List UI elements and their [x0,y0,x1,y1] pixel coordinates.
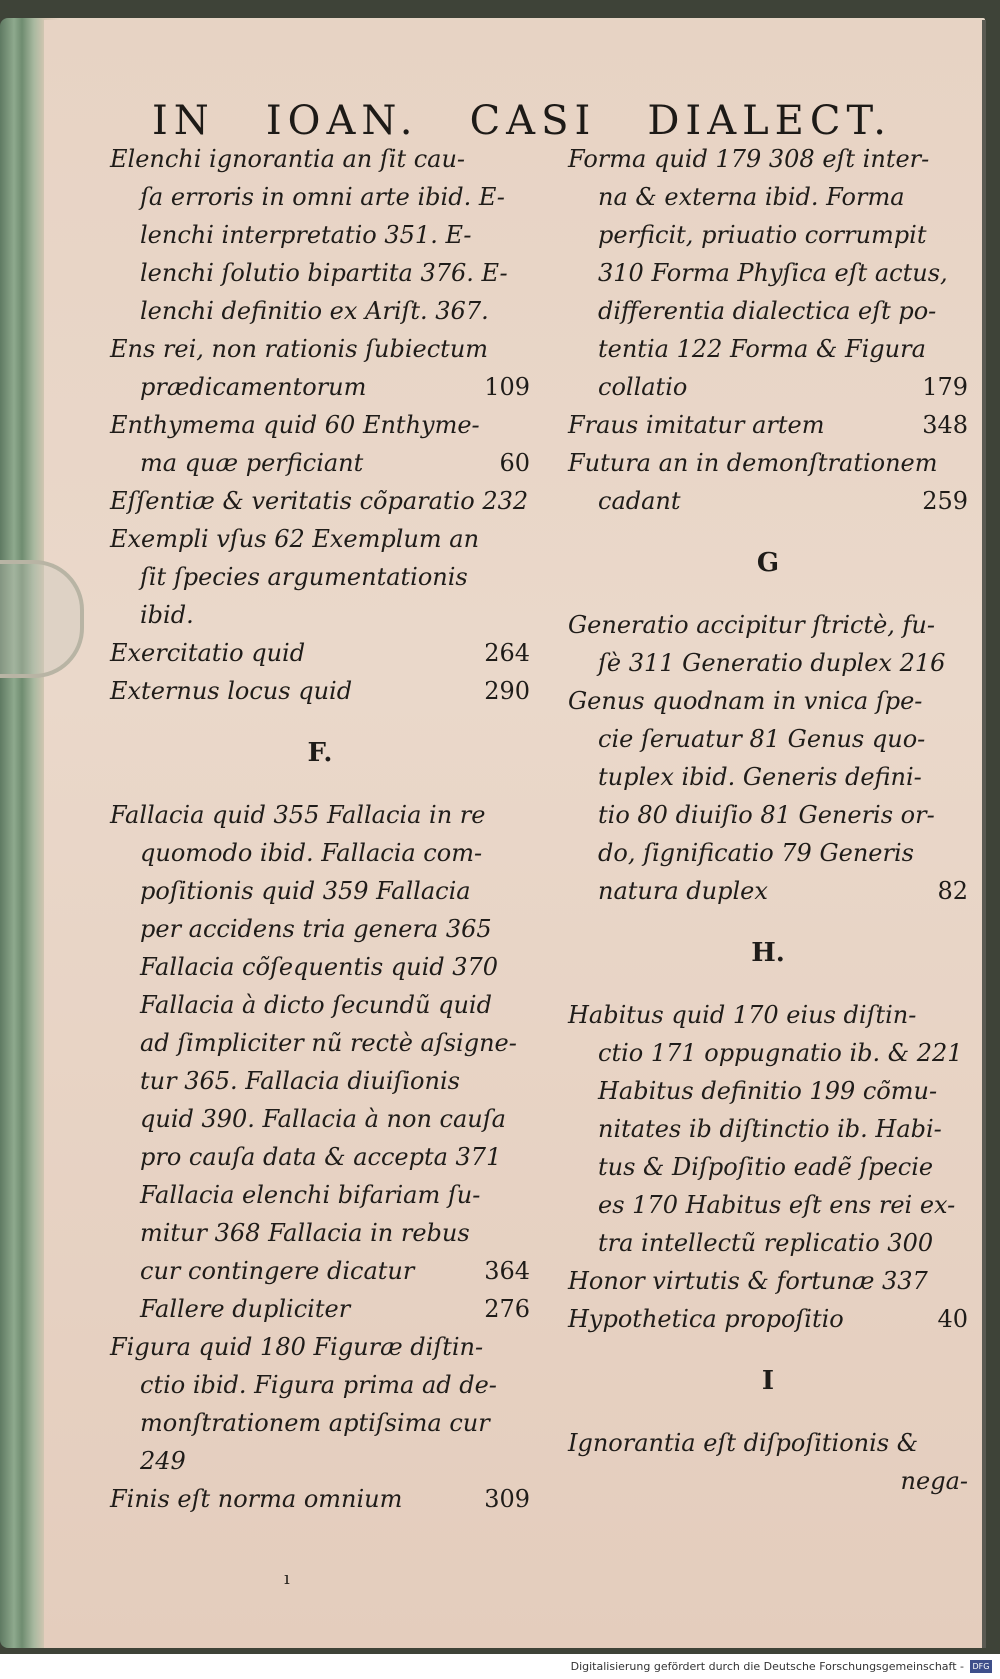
entry-continuation: per accidens tria genera 365 [140,915,492,943]
printer-mark: ı [284,1568,290,1589]
right-index-column [568,140,968,1500]
entry-line: Exempli vſus 62 Exemplum an [110,525,480,553]
entry-continuation: ibid. [140,601,194,629]
page-reference: 348 [922,411,968,439]
entry-continuation: Fallacia à dicto ſecundũ quid [140,991,492,1019]
section-letter: F. [307,738,333,768]
index-entry [110,1328,530,1480]
entry-continuation: pro cauſa data & accepta 371 [140,1143,502,1171]
index-entry [568,406,968,444]
index-entry [110,1480,530,1518]
page-reference: 264 [484,639,530,667]
entry-line: Forma quid 179 308 eſt inter- [568,145,930,173]
index-entry [568,140,968,406]
entry-continuation: lenchi ſolutio bipartita 376. E- [140,259,508,287]
entry-line: Elenchi ignorantia an ſit cau- [110,145,466,173]
entry-line: Ens rei, non rationis ſubiectum [110,335,489,363]
entry-continuation: differentia dialectica eſt po- [598,297,937,325]
entry-continuation: Habitus definitio 199 cõmu- [598,1077,938,1105]
entry-continuation: nitates ib diſtinctio ib. Habi- [598,1115,942,1143]
page-reference: 364 [484,1257,530,1285]
entry-continuation: collatio 179 [568,368,968,406]
index-entry [110,482,530,520]
entry-line: Exercitatio quid 264 [110,634,530,672]
entry-continuation: tio 80 diuiſio 81 Generis or- [598,801,935,829]
page-reference: 109 [484,373,530,401]
entry-continuation: Fallacia elenchi bifariam ſu- [140,1181,481,1209]
entry-continuation: prædicamentorum 109 [110,368,530,406]
entry-line: Fallacia quid 355 Fallacia in re [110,801,486,829]
entry-continuation: ſa erroris in omni arte ibid. E- [140,183,505,211]
entry-continuation: monſtrationem aptiſsima cur [140,1409,490,1437]
index-entry [568,606,968,682]
index-entry [568,682,968,910]
index-entry [110,1290,530,1328]
page-reference: 259 [922,487,968,515]
entry-continuation: Fallacia cõſequentis quid 370 [140,953,499,981]
entry-continuation: cadant 259 [568,482,968,520]
footer-text: Digitalisierung gefördert durch die Deutsche Forschungsgemeinschaft - [570,1660,964,1673]
entry-continuation: na & externa ibid. Forma [598,183,905,211]
entry-line: Honor virtutis & fortunæ 337 [568,1267,928,1295]
entry-continuation: tra intellectũ replicatio 300 [598,1229,934,1257]
index-entry [110,634,530,672]
entry-line: Fraus imitatur artem 348 [568,406,968,444]
entry-line: Hypothetica propoſitio 40 [568,1300,968,1338]
entry-continuation: quid 390. Fallacia à non cauſa [140,1105,506,1133]
entry-line: Generatio accipitur ſtrictè, fu- [568,611,935,639]
entry-continuation: cur contingere dicatur 364 [110,1252,530,1290]
index-entry [110,796,530,1290]
page-reference: 60 [499,449,530,477]
page-reference: 82 [937,877,968,905]
running-head-word: CASI [469,98,597,144]
entry-line: Ignorantia eſt diſpoſitionis & [568,1429,919,1457]
running-head [152,98,892,144]
index-entry [110,672,530,710]
running-head-word: IOAN. [265,98,419,144]
entry-line: Habitus quid 170 eius diſtin- [568,1001,917,1029]
index-entry [568,444,968,520]
index-entry [568,1300,968,1338]
page-reference: 276 [484,1295,530,1323]
page-reference: 309 [484,1485,530,1513]
index-entry [110,330,530,406]
entry-line: Figura quid 180 Figuræ diſtin- [110,1333,484,1361]
entry-continuation: ctio ibid. Figura prima ad de- [140,1371,497,1399]
entry-continuation: quomodo ibid. Fallacia com- [140,839,483,867]
entry-continuation: do, ſignificatio 79 Generis [598,839,914,867]
page-edge [982,20,986,1648]
index-entry [110,406,530,482]
section-letter: G [756,548,780,578]
section-letter: I [761,1366,775,1396]
entry-continuation: 310 Forma Phyſica eſt actus, [598,259,948,287]
entry-continuation: tuplex ibid. Generis defini- [598,763,922,791]
entry-continuation: tentia 122 Forma & Figura [598,335,926,363]
page-reference: 290 [484,677,530,705]
dfg-logo: DFG [970,1660,992,1673]
entry-line: Fallere dupliciter 276 [110,1290,530,1328]
entry-continuation: es 170 Habitus eſt ens rei ex- [598,1191,956,1219]
entry-continuation: ſit ſpecies argumentationis [140,563,468,591]
entry-continuation: ctio 171 oppugnatio ib. & 221 [598,1039,963,1067]
page-reference: 40 [937,1305,968,1333]
index-entry [568,1424,968,1462]
entry-continuation: perficit, priuatio corrumpit [598,221,927,249]
entry-line: Finis eſt norma omnium 309 [110,1480,530,1518]
entry-continuation: ſè 311 Generatio duplex 216 [598,649,946,677]
running-head-word: DIALECT. [647,98,892,144]
index-entry [568,1462,968,1500]
digitization-footer [0,1654,1000,1679]
entry-continuation: natura duplex 82 [568,872,968,910]
entry-continuation: lenchi interpretatio 351. E- [140,221,472,249]
entry-continuation: lenchi definitio ex Ariſt. 367. [140,297,489,325]
entry-continuation: 249 [140,1447,186,1475]
entry-line: Enthymema quid 60 Enthyme- [110,411,480,439]
left-index-column [110,140,530,1518]
entry-line: Externus locus quid 290 [110,672,530,710]
book-clasp [0,560,84,678]
entry-continuation: cie ſeruatur 81 Genus quo- [598,725,926,753]
entry-continuation: ad ſimpliciter nũ rectè aſsigne- [140,1029,517,1057]
entry-continuation: tur 365. Fallacia diuiſionis [140,1067,460,1095]
entry-line: nega- [900,1467,968,1495]
page-reference: 179 [922,373,968,401]
index-entry [110,140,530,330]
entry-continuation: ma quæ perficiant 60 [110,444,530,482]
entry-continuation: tus & Diſpoſitio eadẽ ſpecie [598,1153,934,1181]
index-entry [110,520,530,634]
running-head-word: IN [152,98,215,144]
entry-line: Eſſentiæ & veritatis cõparatio 232 [110,487,529,515]
entry-continuation: mitur 368 Fallacia in rebus [140,1219,470,1247]
section-letter: H. [751,938,785,968]
index-entry [568,996,968,1262]
index-entry [568,1262,968,1300]
entry-line: Futura an in demonſtrationem [568,449,938,477]
entry-continuation: poſitionis quid 359 Fallacia [140,877,471,905]
entry-line: Genus quodnam in vnica ſpe- [568,687,923,715]
